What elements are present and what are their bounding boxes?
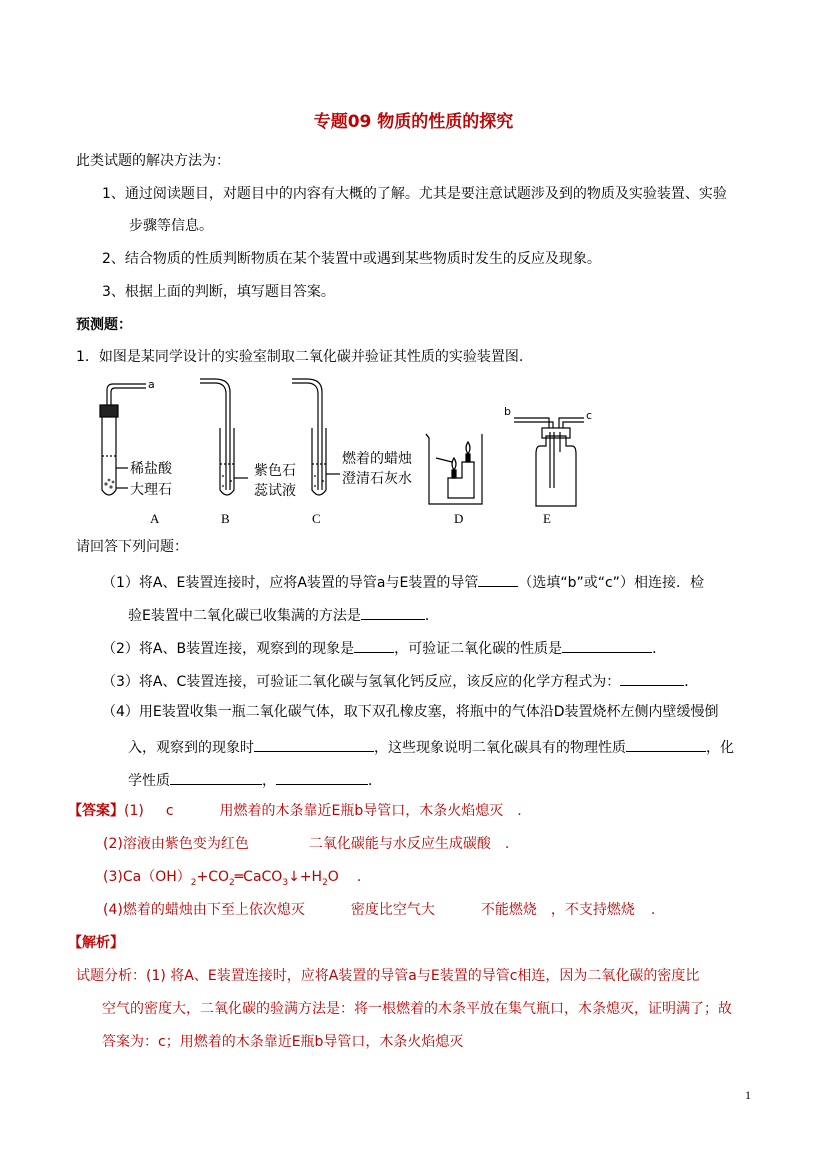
label-acid: 稀盐酸 xyxy=(130,461,172,477)
letter-e: E xyxy=(543,511,551,526)
blank-4-1[interactable] xyxy=(254,735,374,752)
blank-4-3[interactable] xyxy=(170,768,262,785)
answer-line-3: $(3)Ca(OH)_2+CO_2═CaCO_3↓+H_2O$ . xyxy=(103,869,362,888)
apparatus-a xyxy=(100,384,146,495)
answer-line-4: (4)燃着的蜡烛由下至上依次熄灭 密度比空气大 不能燃烧 ，不支持燃烧 . xyxy=(103,902,656,918)
method-heading: 此类试题的解决方法为： xyxy=(76,153,230,169)
section-label: 预测题： xyxy=(76,317,132,333)
blank-3-1[interactable] xyxy=(620,669,684,686)
blank-4-4[interactable] xyxy=(276,768,368,785)
label-b: b xyxy=(504,405,511,418)
method-step-3: 3、根据上面的判断，填写题目答案。 xyxy=(102,284,335,300)
question-part-2: （2）将A、B装置连接，观察到的现象是 ，可验证二氧化碳的性质是 ． xyxy=(102,636,666,659)
page-number: 1 xyxy=(745,1088,751,1102)
blank-4-2[interactable] xyxy=(626,735,706,752)
letter-c: C xyxy=(312,511,321,526)
question-part-4-cont-2: 学性质 ， ． xyxy=(128,768,382,791)
label-litmus-1: 紫色石 xyxy=(254,463,296,479)
question-prompt: 请回答下列问题： xyxy=(76,539,188,555)
label-litmus-2: 蕊试液 xyxy=(254,483,296,499)
letter-d: D xyxy=(454,511,464,526)
analysis-line-3: 答案为：c；用燃着的木条靠近E瓶b导管口，木条火焰熄灭 xyxy=(102,1034,464,1050)
label-limewater: 澄清石灰水 xyxy=(342,471,412,487)
apparatus-e xyxy=(514,418,584,506)
answer-line-1: 【答案】(1) c 用燃着的木条靠近E瓶b导管口，木条火焰熄灭 . xyxy=(68,803,522,819)
label-a: a xyxy=(148,378,155,391)
blank-1-1[interactable] xyxy=(478,570,518,587)
letter-b: B xyxy=(221,511,230,526)
question-part-1-cont: 验E装置中二氧化碳已收集满的方法是 ． xyxy=(128,603,439,626)
question-part-4: （4）用E装置收集一瓶二氧化碳气体，取下双孔橡皮塞，将瓶中的气体沿D装置烧杯左侧内壁缓慢倒 xyxy=(102,704,719,720)
label-marble: 大理石 xyxy=(130,482,172,498)
analysis-line-1: 试题分析：(1) 将A、E装置连接时，应将A装置的导管a与E装置的导管c相连，因为二氧化碳的密度比 xyxy=(76,968,700,984)
blank-2-2[interactable] xyxy=(562,636,652,653)
blank-1-2[interactable] xyxy=(361,603,425,620)
method-step-1-cont: 步骤等信息。 xyxy=(129,218,213,234)
apparatus-b xyxy=(200,379,248,495)
apparatus-d xyxy=(426,434,482,504)
blank-2-1[interactable] xyxy=(354,636,394,653)
letter-a: A xyxy=(150,511,160,526)
answer-label: 【答案】 xyxy=(68,803,124,819)
analysis-line-2: 空气的密度大，二氧化碳的验满方法是：将一根燃着的木条平放在集气瓶口，木条熄灭，证明满了；故 xyxy=(102,1001,732,1017)
method-step-2: 2、结合物质的性质判断物质在某个装置中或遇到某些物质时发生的反应及现象。 xyxy=(102,251,601,267)
label-c: c xyxy=(586,409,593,422)
question-part-4-cont: 入，观察到的现象时 ，这些现象说明二氧化碳具有的物理性质 ，化 xyxy=(128,735,734,758)
answer-line-2: (2)溶液由紫色变为红色 二氧化碳能与水反应生成碳酸 . xyxy=(103,836,510,852)
apparatus-c xyxy=(292,379,340,495)
question-part-3: （3）将A、C装置连接，可验证二氧化碳与氢氧化钙反应，该反应的化学方程式为： ． xyxy=(102,669,698,692)
page-title: 专题09 物质的性质的探究 xyxy=(313,112,514,132)
question-stem: 1．如图是某同学设计的实验室制取二氧化碳并验证其性质的实验装置图. xyxy=(76,349,524,365)
method-step-1: 1、通过阅读题目，对题目中的内容有大概的了解。尤其是要注意试题涉及到的物质及实验装置、实验 xyxy=(102,186,727,202)
analysis-label: 【解析】 xyxy=(68,935,124,951)
question-part-1: （1）将A、E装置连接时，应将A装置的导管a与E装置的导管 （选填“b”或“c”）相连接．检 xyxy=(102,570,704,593)
label-candle: 燃着的蜡烛 xyxy=(342,451,412,467)
apparatus-figure xyxy=(90,378,610,530)
